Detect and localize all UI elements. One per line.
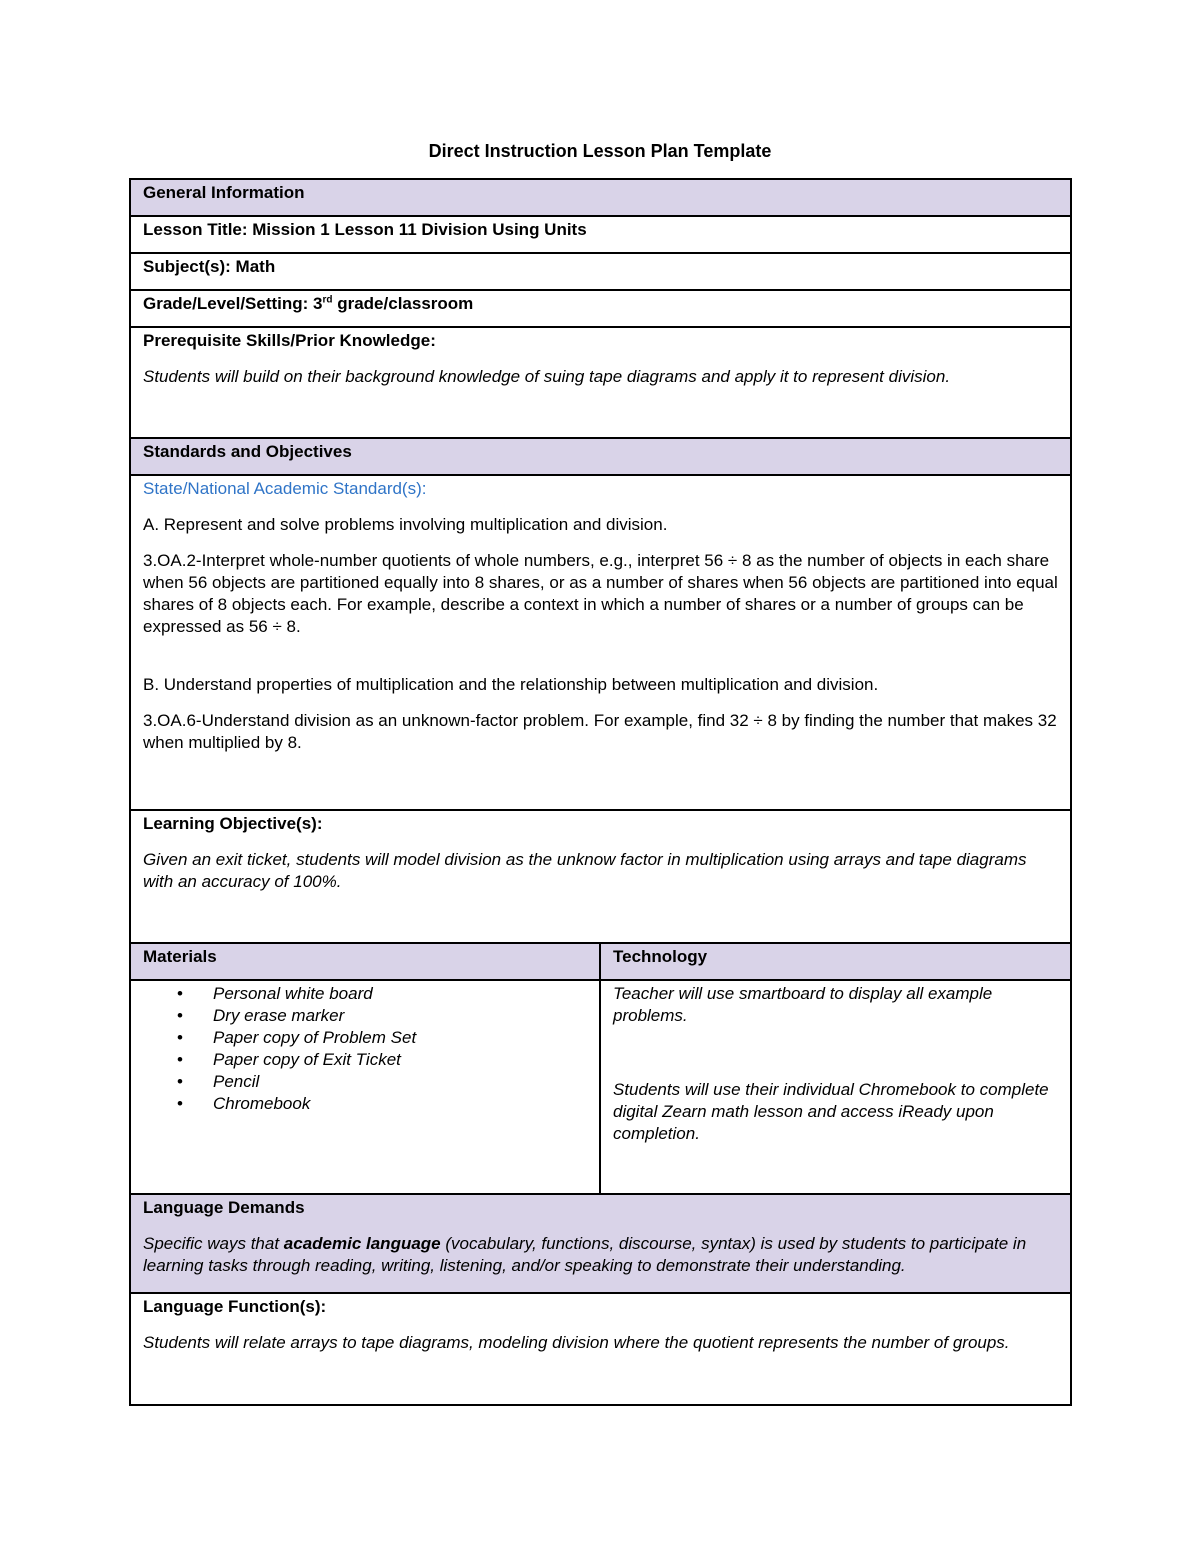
standards-row xyxy=(130,475,1071,810)
materials-list xyxy=(143,983,587,1115)
prereq-row xyxy=(130,327,1071,438)
lesson-title: Lesson Title: Mission 1 Lesson 11 Division Using Units xyxy=(130,216,1071,253)
prereq-text: Students will build on their background knowledge of suing tape diagrams and apply it to represent division. xyxy=(143,367,951,386)
materials-technology-row xyxy=(130,980,1071,1194)
technology-text-teacher: Teacher will use smartboard to display all example problems. xyxy=(613,984,993,1025)
materials-header: Materials xyxy=(130,943,600,980)
standard-b-text: 3.OA.6-Understand division as an unknown-factor problem. For example, find 32 ÷ 8 by finding the number that makes 32 when multiplied by 8. xyxy=(143,711,1057,752)
lesson-title-row xyxy=(130,216,1071,253)
state-standard-label: State/National Academic Standard(s): xyxy=(143,479,427,498)
subject: Subject(s): Math xyxy=(130,253,1071,290)
language-desc-prefix: Specific ways that xyxy=(143,1234,284,1253)
standard-b-title: B. Understand properties of multiplication and the relationship between multiplication and division. xyxy=(143,675,879,694)
language-function-cell xyxy=(130,1293,1071,1405)
language-desc-suffix: (vocabulary, functions, discourse, syntax) is used by students to participate in learning tasks through reading, writing, listening, and/or speaking to demonstrate their understanding. xyxy=(143,1234,1027,1275)
technology-header: Technology xyxy=(600,943,1071,980)
materials-list-item: • Paper copy of Problem Set xyxy=(213,1027,587,1049)
prereq-label: Prerequisite Skills/Prior Knowledge: xyxy=(143,331,436,350)
materials-cell xyxy=(130,980,600,1194)
general-info-header-row xyxy=(130,179,1071,216)
language-demands-row xyxy=(130,1194,1071,1293)
language-function-text: Students will relate arrays to tape diagrams, modeling division where the quotient represents the number of groups. xyxy=(143,1333,1010,1352)
language-demands-header: Language Demands xyxy=(143,1198,305,1217)
document-title: Direct Instruction Lesson Plan Template xyxy=(428,141,772,161)
lesson-plan-table xyxy=(129,178,1072,1406)
language-demands-cell xyxy=(130,1194,1071,1293)
standards-cell xyxy=(130,475,1071,810)
general-info-header: General Information xyxy=(130,179,1071,216)
language-demands-desc xyxy=(143,1233,1058,1277)
materials-list-item: • Chromebook xyxy=(213,1093,587,1115)
learning-objective-text: Given an exit ticket, students will model division as the unknow factor in multiplication using arrays and tape diagrams with an accuracy of 100%. xyxy=(143,850,1027,891)
learning-objective-cell xyxy=(130,810,1071,943)
language-desc-bold: academic language xyxy=(283,1234,441,1253)
grade-row xyxy=(130,290,1071,327)
language-function-label: Language Function(s): xyxy=(143,1297,327,1316)
grade-level-setting xyxy=(130,290,1071,327)
subject-row xyxy=(130,253,1071,290)
materials-list-item: • Pencil xyxy=(213,1071,587,1093)
materials-technology-header-row xyxy=(130,943,1071,980)
learning-objective-row xyxy=(130,810,1071,943)
prereq-cell xyxy=(130,327,1071,438)
standard-a-text: 3.OA.2-Interpret whole-number quotients of whole numbers, e.g., interpret 56 ÷ 8 as the number of objects in each share when 56 objects are partitioned equally into 8 shares, or as a number of shares when 56 objects are partitioned into equal shares of 8 objects each. For example, describe a context in which a number of shares or a number of groups can be expressed as 56 ÷ 8. xyxy=(143,551,1058,636)
language-function-row xyxy=(130,1293,1071,1405)
materials-list-item: • Personal white board xyxy=(213,983,587,1005)
standards-header-row xyxy=(130,438,1071,475)
grade-prefix: Grade/Level/Setting: 3 xyxy=(143,294,323,313)
technology-text-students: Students will use their individual Chromebook to complete digital Zearn math lesson and access iReady upon completion. xyxy=(613,1080,1049,1143)
materials-list-item: • Paper copy of Exit Ticket xyxy=(213,1049,587,1071)
materials-list-item: • Dry erase marker xyxy=(213,1005,587,1027)
technology-cell xyxy=(600,980,1071,1194)
grade-suffix: grade/classroom xyxy=(332,294,474,313)
standards-header: Standards and Objectives xyxy=(130,438,1071,475)
learning-objective-label: Learning Objective(s): xyxy=(143,814,323,833)
standard-a-title: A. Represent and solve problems involving multiplication and division. xyxy=(143,515,668,534)
grade-superscript: rd xyxy=(322,294,333,306)
